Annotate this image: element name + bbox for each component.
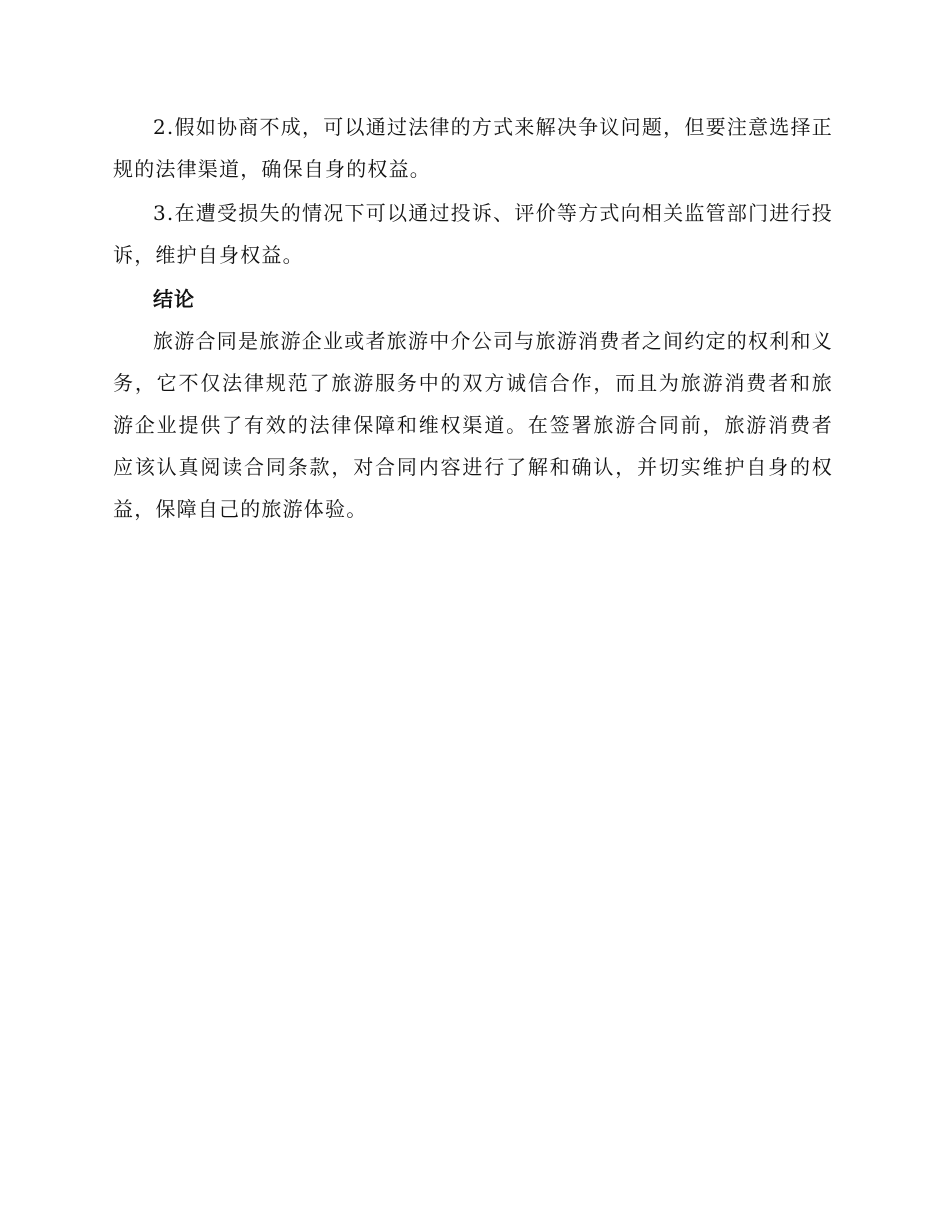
conclusion-paragraph: 旅游合同是旅游企业或者旅游中介公司与旅游消费者之间约定的权利和义务，它不仅法律规范了旅游服务中的双方诚信合作，而且为旅游消费者和旅游企业提供了有效的法律保障和维权渠道。在签署旅游合同前，旅游消费者应该认真阅读合同条款，对合同内容进行了解和确认，并切实维护自身的权益，保障自己的旅游体验。	[113, 329, 833, 521]
paragraph-item-3: 3.在遭受损失的情况下可以通过投诉、评价等方式向相关监管部门进行投诉，维护自身权益。	[113, 201, 833, 267]
paragraph-item-2: 2.假如协商不成，可以通过法律的方式来解决争议问题，但要注意选择正规的法律渠道，确保自身的权益。	[113, 115, 833, 181]
document-body	[113, 106, 833, 530]
section-heading-conclusion: 结论	[153, 287, 195, 311]
